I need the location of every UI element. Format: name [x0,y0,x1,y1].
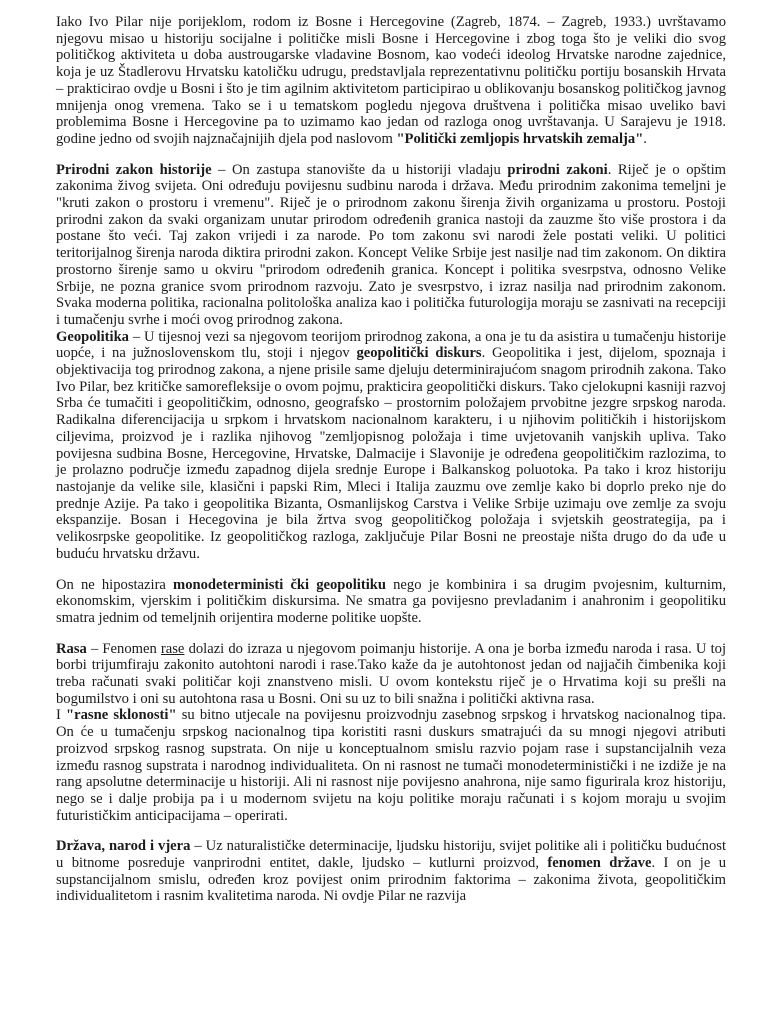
racial-tendencies-text: su bitno utjecale na povijesnu proizvodnju zasebnog srpskog i hrvatskog nacionalnog tipa. On će u tumačenju srpskog nacionalnog tipa koristiti rasni duskurs smatrajući da su mnogi njegovi atributi proizvod srpskog rasnog supstrata. On nije u konceptualnom smislu razvio pojam rase i supstancijalnih veza između rasnog supstrata i narodnog individualiteta. On ni rasnost ne tumači monodeterministički i ne izdiže je na rang apsolutne determinacije u historiji. Ali ni rasnost nije povijesno anahrona, nije samo figurirala kroz historiju, nego se i dalje probija pa i u modernom svijetu na koju politike moraju računati i s kojom moraju u svojim futurističkim anticipacijama – operirati. [56,707,726,824]
paragraph-gap [56,148,726,162]
paragraph-monodeterminism [56,577,726,627]
paragraph-state-nation-religion [56,838,726,905]
natural-law-text-cont: . Riječ je o opštim zakonima živog svijeta. Oni određuju povijesnu sudbinu naroda i država. Među prirodnim zakonima temeljni je "kruti zakon o prostoru i vremenu". Riječ je o prirodnom zakonu širenja živih organizama u prostoru. Postoji prirodni zakon da svaki organizam unutar prirodom određenih granica nastoji da zauzme što više prostora i da postane što veći. Taj zakon vrijedi i za narode. Po tom zakonu svi narodi žele postati veliki. U politici teritorijalnog širenja naroda diktira prirodni zakon. Koncept Velike Srbije jest nasilje nad tim zakonom. On diktira prostorno širenje samo u okviru "prirodom određenih granica. Koncept i politika svesrpstva, odnosno Velike Srbije, ne pozna granice svom prirodnom razvoju. Zato je svesrpstvo, i izraz nasilja nad prirodnim zakonom. Svaka moderna politika, racionalna politološka analiza kao i politička futurologija moraju se zasnivati na recepciji i tumačenju svrhe i moći ovog prirodnog zakona. [56,161,726,328]
state-text: – Uz naturalističke determinacije, ljudsku historiju, svijet politike ali i političku budućnost u bitnome posreduje vanprirodni entitet, dakle, ljudsko – kutlurni proizvod, [56,838,726,872]
term-racial-tendencies: "rasne sklonosti" [66,707,177,724]
paragraph-natural-law [56,162,726,329]
natural-law-text: – On zastupa stanovište da u historiji vladaju [211,161,508,178]
race-text: – Fenomen [86,640,161,657]
paragraph-geopolitics [56,329,726,563]
section-heading-race: Rasa [56,640,87,657]
monodeterminism-text-cont: nego je kombinira i sa drugim pvojesnim, kulturnim, ekonomskim, vjerskim i političkim diskursima. Ne smatra ga povijesno prevladanim i anahronim i geopolitiku smatra jednim od temeljnih orijentira moderne politike uopšte. [56,576,726,626]
term-geopolitics: čki geopolitiku [290,576,386,593]
geopolitics-text: – U tijesnoj vezi sa njegovom teorijom prirodnog zakona, a ona je tu da asistira u tumačenju historije uopće, i na južnoslovenskom tlu, stoji i njegov [56,328,726,362]
paragraph-gap [56,627,726,641]
term-geopolitical-discourse: geopolitički diskurs [356,345,482,362]
section-heading-geopolitics: Geopolitika [56,328,129,345]
term-natural-laws: prirodni zakoni [507,161,608,178]
term-race-underlined: rase [160,640,185,657]
paragraph-intro [56,14,726,148]
paragraph-gap [56,563,726,577]
term-monodeterministic: monodeterministi [173,576,284,593]
paragraph-race [56,641,726,708]
monodeterminism-text: On ne hipostazira [56,576,174,593]
term-state-phenomenon: fenomen države [547,855,652,872]
racial-tendencies-lead: I [56,707,67,724]
section-heading-natural-law: Prirodni zakon historije [56,161,212,178]
race-text-cont: dolazi do izraza u njegovom poimanju historije. A ona je borba između naroda i rasa. U toj borbi trijumfiraju zakonito autohtoni narodi i rase.Tako kaže da je autohtonost jedan od najjačih čimbenika koji treba računati svaki političar koji znanstveno misli. U ovom kontekstu riječ je o Hrvatima koji su prešli na bogumilstvo i oni su autohtona rasa u Bosni. Oni su uz to bili snažna i politički aktivna rasa. [56,640,726,707]
section-heading-state-nation-religion: Država, narod i vjera [56,838,191,855]
intro-text: Iako Ivo Pilar nije porijeklom, rodom iz Bosne i Hercegovine (Zagreb, 1874. – Zagreb, 1933.) uvrštavamo njegovu misao u historiju socijalne i političke misli Bosne i Hercegovine i zbog toga što je veliki dio svog političkog aktiviteta u doba austrougarske vladavine Bosnom, kao vodeći ideolog Hrvatske narodne zajednice, koja je uz Štadlerovu Hrvatsku katoličku udrugu, predstavljala reprezentativnu političku portiju bosanskih Hrvata – prakticirao ovdje u Bosni i što je tim agilnim aktivitetom participirao u oblikovanju bosanskog političkog javnog mnijenja onog vremena. Tako se i u tematskom pogledu njegova društvena i politička misao uveliko bavi problemima Bosne i Hercegovine pa to uzimamo kao jedan od razloga onog uvrštavanja. U Sarajevu je 1918. godine jedno od svojih najznačajnijih djela pod naslovom [56,14,726,147]
intro-text-end: . [643,130,647,147]
book-title: "Politički zemljopis hrvatskih zemalja" [396,130,644,147]
state-text-cont: . I on je u supstancijalnom smislu, određen kroz povijest onim prirodnim faktorima – zakonima života, geopolitičkim individualitetom i rasnim kvalitetima naroda. Ni ovdje Pilar ne razvija [56,855,727,905]
paragraph-racial-tendencies [56,707,726,824]
geopolitics-text-cont: . Geopolitika i jest, dijelom, spoznaja i objektivacija tog prirodnog zakona, a njene prisile same djeluju determinirajućom snagom prirodnih zakona. Tako Ivo Pilar, bez kritičke samorefleksije o ovom pojmu, prakticira geopolitički diskurs. Tako cjelokupni kasniji razvoj Srba će tumačiti i geopolitičkim, odnosno, geografsko – prostornim položajem prvobitne jezgre srpskog naroda. Radikalna diferencijacija u srpkom i hrvatskom nacionalnom karakteru, i u njihovim političkih i historijskom ciljevima, proizvod je i razlika njihovog "zemljopisnog položaja i time uvjetovanih vanjskih upliva. Tako povijesna sudbina Bosne, Hercegovine, Hrvatske, Dalmacije i Slavonije je određena geopolitičkim razlozima, to je prolazno područje između zapadnog dijela srednje Europe i Balkanskog poluotoka. Pa tako i kroz historiju nastojanje da velike sile, klasični i papski Rim, Mleci i Italija zauzmu ove zemlje kako bi doprlo preko nje do prednje Azije. Pa tako i geopolitika Bizanta, Osmanlijskog Carstva i Velike Srbije uzimaju ove zemlje za svoju ekspanzije. Bosan i Hecegovina je bila žrtva svog geopolitičkog položaja i svjetskih geostrategija, pa i velikosrpske geopolitike. Iz geopolitičkog razloga, zaključuje Pilar Bosni ne preostaje ništa drugo do da uđe u buduću hrvatsku državu. [56,345,726,562]
paragraph-gap [56,824,726,838]
